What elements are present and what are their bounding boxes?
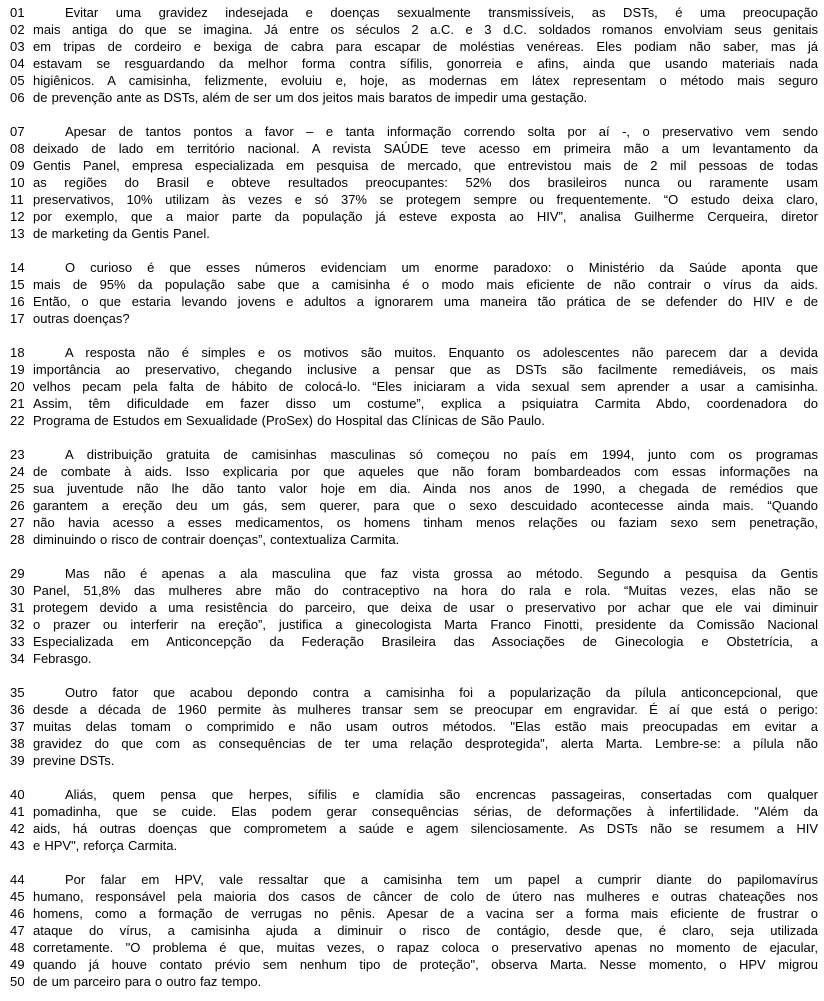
line-text: muitas delas tomam o comprimido e não usam outros métodos. "Elas estão mais preocupadas em evitar a: [33, 719, 818, 734]
line-number: 49: [10, 957, 25, 972]
text-line-row: [10, 633, 818, 650]
line-text: não havia acesso a esses medicamentos, os homens tinham menos relações ou faziam sexo sem penetração,: [33, 515, 818, 530]
text-line-row: [10, 463, 818, 480]
line-text: desde a década de 1960 permite às mulheres transar sem se preocupar em engravidar. É aí que está o perigo:: [33, 702, 818, 717]
document-body: [10, 4, 818, 990]
line-text: Especializada em Anticoncepção da Federação Brasileira das Associações de Ginecologia e Obstetrícia, a: [33, 634, 818, 649]
line-number: 19: [10, 362, 25, 377]
text-line-row: [10, 259, 818, 276]
text-line-row: [10, 208, 818, 225]
paragraph: [10, 786, 818, 854]
line-text: Assim, têm dificuldade em fazer disso um costume”, explica a psiquiatra Carmita Abdo, coordenadora do: [33, 396, 818, 411]
line-text: aids, há outras doenças que comprometem a saúde e agem silenciosamente. As DSTs não se resumem a HIV: [33, 821, 818, 836]
line-number: 50: [10, 974, 25, 989]
text-line-row: [10, 310, 818, 327]
line-number: 38: [10, 736, 25, 751]
line-number: 37: [10, 719, 25, 734]
text-line-row: [10, 888, 818, 905]
line-text: ataque do vírus, a camisinha ajuda a diminuir o risco de contágio, desde que, é claro, seja utilizada: [33, 923, 818, 938]
text-line-row: [10, 191, 818, 208]
text-line-row: [10, 701, 818, 718]
line-text: mais antiga do que se imagina. Já entre os séculos 2 a.C. e 3 d.C. soldados romanos envolviam seus genitais: [33, 22, 818, 37]
line-text: importância ao preservativo, chegando inclusive a pensar que as DSTs são facilmente remediáveis, os mais: [33, 362, 818, 377]
text-line-row: [10, 531, 818, 548]
line-number: 16: [10, 294, 25, 309]
text-line-row: [10, 174, 818, 191]
line-text: higiênicos. A camisinha, felizmente, evoluiu e, hoje, as modernas em látex representam o método mais seguro: [33, 73, 818, 88]
line-text: Apesar de tantos pontos a favor – e tanta informação correndo solta por aí -, o preservativo vem sendo: [65, 124, 818, 139]
line-number: 13: [10, 226, 25, 241]
line-number: 14: [10, 260, 25, 275]
line-number: 41: [10, 804, 25, 819]
text-line-row: [10, 786, 818, 803]
line-number: 20: [10, 379, 25, 394]
line-number: 30: [10, 583, 25, 598]
line-text: Por falar em HPV, vale ressaltar que a camisinha tem um papel a cumprir diante do papilomavírus: [65, 872, 818, 887]
line-text: O curioso é que esses números evidenciam um enorme paradoxo: o Ministério da Saúde aponta que: [65, 260, 818, 275]
text-line-row: [10, 803, 818, 820]
line-number: 29: [10, 566, 25, 581]
text-line-row: [10, 395, 818, 412]
line-number: 24: [10, 464, 25, 479]
line-text: estavam se resguardando da melhor forma contra sífilis, gonorreia e afins, ainda que usando materiais nada: [33, 56, 818, 71]
line-number: 09: [10, 158, 25, 173]
line-number: 45: [10, 889, 25, 904]
line-text: Panel, 51,8% das mulheres abre mão do contraceptivo na hora do rala e rola. “Muitas vezes, elas não se: [33, 583, 818, 598]
text-line-row: [10, 837, 818, 854]
line-text: protegem devido a uma resistência do parceiro, que deixa de usar o preservativo por achar que ele vai diminuir: [33, 600, 818, 615]
line-number: 01: [10, 5, 25, 20]
line-text: velhos pecam pela falta de hábito de colocá-lo. “Eles iniciaram a vida sexual sem aprender a usar a camisinha.: [33, 379, 818, 394]
line-text: A resposta não é simples e os motivos são muitos. Enquanto os adolescentes não parecem dar a devida: [65, 345, 818, 360]
line-text: Então, o que estaria levando jovens e adultos a ignorarem uma maneira tão prática de se defender do HIV e de: [33, 294, 818, 309]
text-line-row: [10, 225, 818, 242]
text-line-row: [10, 871, 818, 888]
text-line-row: [10, 38, 818, 55]
line-text: diminuindo o risco de contrair doenças”, contextualiza Carmita.: [33, 532, 400, 547]
line-text: quando já houve contato prévio sem nenhum tipo de proteção", observa Marta. Nesse momento, o HPV migrou: [33, 957, 818, 972]
text-line-row: [10, 956, 818, 973]
line-number: 18: [10, 345, 25, 360]
line-text: pomadinha, que se cuide. Elas podem gerar consequências sérias, de deformações à infertilidade. "Além da: [33, 804, 818, 819]
line-number: 47: [10, 923, 25, 938]
line-number: 46: [10, 906, 25, 921]
line-number: 39: [10, 753, 25, 768]
line-number: 48: [10, 940, 25, 955]
line-number: 40: [10, 787, 25, 802]
line-text: sua juventude não lhe dão tanto valor hoje em dia. Ainda nos anos de 1990, a chegada de remédios que: [33, 481, 818, 496]
line-text: gravidez do que com as consequências de ter uma relação desprotegida", alerta Marta. Lembre-se: a pílula não: [33, 736, 818, 751]
line-number: 05: [10, 73, 25, 88]
line-text: deixado de lado em território nacional. A revista SAÚDE teve acesso em primeira mão a um levantamento da: [33, 141, 818, 156]
line-number: 03: [10, 39, 25, 54]
line-text: homens, como a formação de verrugas no pênis. Apesar de a vacina ser a forma mais eficiente de frustrar o: [33, 906, 818, 921]
line-text: mais de 95% da população sabe que a camisinha é o modo mais eficiente de não contrair o vírus da aids.: [33, 277, 818, 292]
line-number: 43: [10, 838, 25, 853]
text-line-row: [10, 735, 818, 752]
line-text: de marketing da Gentis Panel.: [33, 226, 210, 241]
line-number: 42: [10, 821, 25, 836]
line-number: 23: [10, 447, 25, 462]
line-number: 10: [10, 175, 25, 190]
text-line-row: [10, 973, 818, 990]
line-text: preservativos, 10% utilizam às vezes e só 37% se protegem sempre ou frequentemente. “O estudo deixa claro,: [33, 192, 818, 207]
line-text: por exemplo, que a maior parte da população já esteve exposta ao HIV”, analisa Guilherme Cerqueira, diretor: [33, 209, 818, 224]
line-text: Mas não é apenas a ala masculina que faz vista grossa ao método. Segundo a pesquisa da Gentis: [65, 566, 818, 581]
paragraph: [10, 871, 818, 990]
line-text: as regiões do Brasil e obteve resultados preocupantes: 52% dos brasileiros nunca ou raramente usam: [33, 175, 818, 190]
line-text: previne DSTs.: [33, 753, 115, 768]
line-text: A distribuição gratuita de camisinhas masculinas só começou no país em 1994, junto com os programas: [65, 447, 818, 462]
line-text: Febrasgo.: [33, 651, 92, 666]
line-text: outras doenças?: [33, 311, 130, 326]
line-number: 36: [10, 702, 25, 717]
line-text: Outro fator que acabou depondo contra a camisinha foi a popularização da pílula anticoncepcional, que: [65, 685, 818, 700]
text-line-row: [10, 922, 818, 939]
text-line-row: [10, 599, 818, 616]
line-number: 26: [10, 498, 25, 513]
line-number: 27: [10, 515, 25, 530]
text-line-row: [10, 344, 818, 361]
line-number: 31: [10, 600, 25, 615]
text-line-row: [10, 55, 818, 72]
line-number: 02: [10, 22, 25, 37]
line-text: humano, responsável pela maioria dos casos de câncer de colo de útero nas mulheres e outras chateações nos: [33, 889, 818, 904]
line-number: 17: [10, 311, 25, 326]
line-number: 04: [10, 56, 25, 71]
text-line-row: [10, 718, 818, 735]
paragraph: [10, 4, 818, 106]
paragraph: [10, 123, 818, 242]
line-text: Evitar uma gravidez indesejada e doenças sexualmente transmissíveis, as DSTs, é uma preocupação: [65, 5, 818, 20]
paragraph: [10, 344, 818, 429]
text-line-row: [10, 565, 818, 582]
text-line-row: [10, 939, 818, 956]
line-text: Programa de Estudos em Sexualidade (ProSex) do Hospital das Clínicas de São Paulo.: [33, 413, 545, 428]
text-line-row: [10, 21, 818, 38]
line-text: garantem a ereção deu um gás, sem querer, para que o sexo descuidado acontecesse ainda mais. “Quando: [33, 498, 818, 513]
line-number: 28: [10, 532, 25, 547]
text-line-row: [10, 650, 818, 667]
paragraph: [10, 446, 818, 548]
text-line-row: [10, 480, 818, 497]
text-line-row: [10, 72, 818, 89]
line-text: Aliás, quem pensa que herpes, sífilis e clamídia são encrencas passageiras, consertadas com qualquer: [65, 787, 818, 802]
text-line-row: [10, 752, 818, 769]
line-number: 12: [10, 209, 25, 224]
line-text: e HPV", reforça Carmita.: [33, 838, 178, 853]
text-line-row: [10, 616, 818, 633]
line-number: 11: [10, 192, 24, 207]
line-text: de um parceiro para o outro faz tempo.: [33, 974, 262, 989]
text-line-row: [10, 684, 818, 701]
text-line-row: [10, 582, 818, 599]
text-line-row: [10, 4, 818, 21]
text-line-row: [10, 412, 818, 429]
text-line-row: [10, 276, 818, 293]
line-number: 07: [10, 124, 25, 139]
text-line-row: [10, 514, 818, 531]
paragraph: [10, 565, 818, 667]
line-number: 22: [10, 413, 25, 428]
line-number: 06: [10, 90, 25, 105]
line-number: 08: [10, 141, 25, 156]
line-number: 35: [10, 685, 25, 700]
line-text: em tripas de cordeiro e bexiga de cabra para escapar de moléstias venéreas. Eles podiam não saber, mas já: [33, 39, 818, 54]
line-number: 25: [10, 481, 25, 496]
text-line-row: [10, 157, 818, 174]
text-line-row: [10, 446, 818, 463]
text-line-row: [10, 123, 818, 140]
text-line-row: [10, 378, 818, 395]
line-text: de combate à aids. Isso explicaria por que aqueles que não foram bombardeados com essas informações na: [33, 464, 818, 479]
text-line-row: [10, 497, 818, 514]
line-text: Gentis Panel, empresa especializada em pesquisa de mercado, que entrevistou mais de 2 mil pessoas de todas: [33, 158, 818, 173]
line-text: de prevenção ante as DSTs, além de ser um dos jeitos mais baratos de impedir uma gestação.: [33, 90, 588, 105]
line-number: 15: [10, 277, 25, 292]
text-line-row: [10, 905, 818, 922]
text-line-row: [10, 820, 818, 837]
line-number: 33: [10, 634, 25, 649]
line-text: o prazer ou interferir na ereção”, justifica a ginecologista Marta Franco Finotti, presidente da Comissão Nacional: [33, 617, 818, 632]
line-number: 21: [10, 396, 25, 411]
paragraph: [10, 259, 818, 327]
text-line-row: [10, 361, 818, 378]
text-line-row: [10, 293, 818, 310]
line-number: 44: [10, 872, 25, 887]
line-text: corretamente. "O problema é que, muitas vezes, o rapaz coloca o preservativo apenas no momento de ejacular,: [33, 940, 818, 955]
line-number: 34: [10, 651, 25, 666]
paragraph: [10, 684, 818, 769]
line-number: 32: [10, 617, 25, 632]
text-line-row: [10, 89, 818, 106]
text-line-row: [10, 140, 818, 157]
